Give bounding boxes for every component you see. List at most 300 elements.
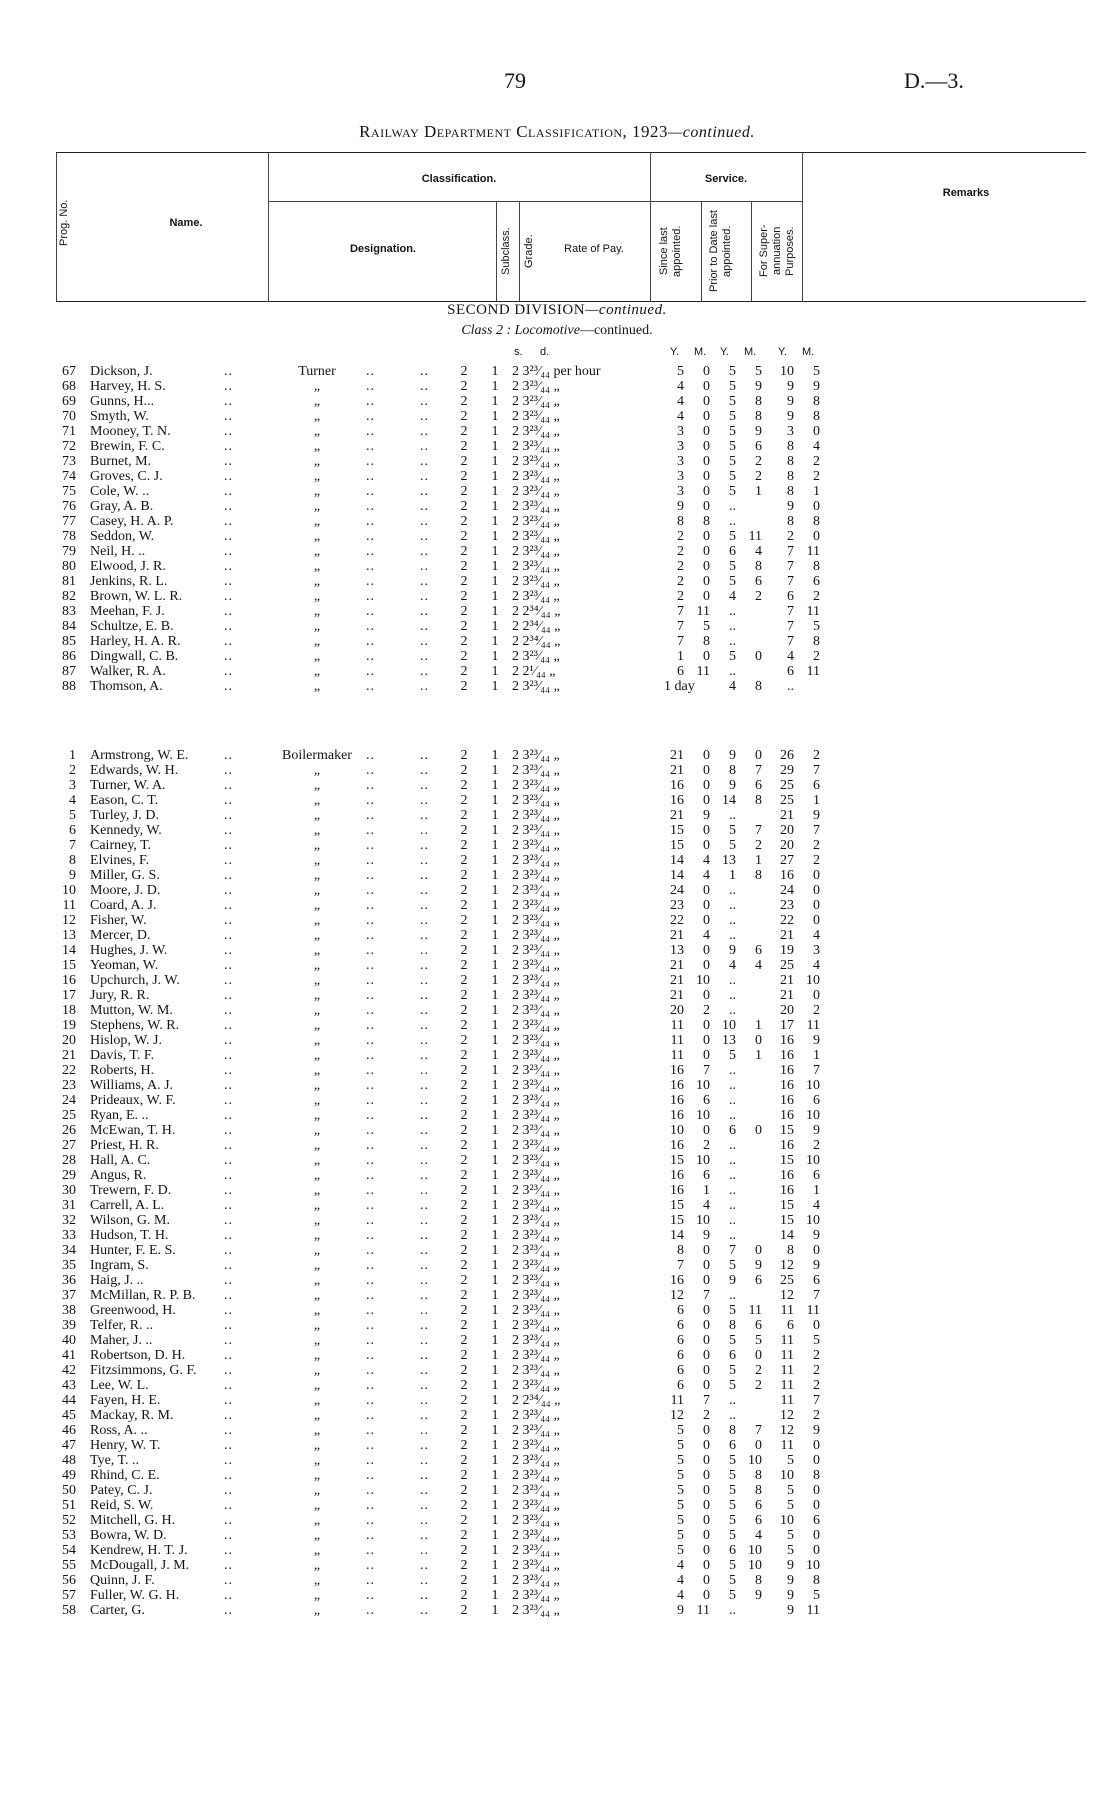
prior-years: 9 [729,1273,736,1288]
table-row [0,574,1114,589]
prog-number: 76 [62,499,76,514]
prog-number: 53 [62,1528,76,1543]
since-last-years: 11 [670,1033,684,1048]
since-last-months: 0 [703,1303,710,1318]
leader-dots: .. [224,679,233,694]
designation: „ [313,928,321,943]
prior-years: 13 [722,853,736,868]
leader-dots: .. [366,1363,375,1378]
superannuation-years: 19 [780,943,794,958]
prog-number: 44 [62,1393,76,1408]
grade: 1 [491,1588,499,1603]
leader-dots: .. [420,679,429,694]
subclass: 2 [460,484,468,499]
grade: 1 [491,1318,499,1333]
leader-dots: .. [366,544,375,559]
prog-number: 20 [62,1033,76,1048]
superannuation-years: 21 [780,808,794,823]
superannuation-months: 9 [813,1423,820,1438]
rate-of-pay: 2 3²³⁄₄₄ „ [512,823,560,838]
subclass: 2 [460,664,468,679]
since-last-years: 10 [670,1123,684,1138]
leader-dots: .. [366,1333,375,1348]
grade: 1 [491,958,499,973]
table-row [0,664,1114,679]
prog-number: 26 [62,1123,76,1138]
since-last-months: 4 [703,853,710,868]
leader-dots: .. [224,913,233,928]
leader-dots: .. [420,1048,429,1063]
subclass: 2 [460,439,468,454]
prior-months: 1 [755,853,762,868]
leader-dots: .. [366,1123,375,1138]
superannuation-months: 0 [813,868,820,883]
leader-dots: .. [366,748,375,763]
since-last-years: 4 [677,1558,684,1573]
leader-dots: .. [366,634,375,649]
since-last-years: 15 [670,823,684,838]
table-row [0,1513,1114,1528]
table-row [0,544,1114,559]
unit-shillings: s. [514,346,523,358]
prog-number: 49 [62,1468,76,1483]
since-last-years: 15 [670,1198,684,1213]
designation: „ [313,589,321,604]
grade: 1 [491,514,499,529]
since-last-months: 0 [703,1033,710,1048]
leader-dots: .. [420,1423,429,1438]
header-since-last: Since last appointed. [658,225,683,277]
subclass: 2 [460,808,468,823]
superannuation-years: 3 [787,424,794,439]
leader-dots: .. [366,793,375,808]
employee-name: Walker, R. A. [90,664,166,679]
rate-of-pay: 2 3²³⁄₄₄ „ [512,1258,560,1273]
leader-dots: .. [420,409,429,424]
subclass: 2 [460,589,468,604]
designation: „ [313,1438,321,1453]
leader-dots: .. [366,1438,375,1453]
designation: „ [313,1423,321,1438]
designation: „ [313,1333,321,1348]
employee-name: Mooney, T. N. [90,424,171,439]
superannuation-months: 1 [813,1048,820,1063]
designation: „ [313,499,321,514]
since-last-months: 5 [703,619,710,634]
superannuation-months: 8 [813,634,820,649]
leader-dots: .. [366,1393,375,1408]
prior-years: 5 [729,838,736,853]
leader-dots: .. [420,1558,429,1573]
prog-number: 74 [62,469,76,484]
leader-dots: .. [366,364,375,379]
rate-of-pay: 2 3²³⁄₄₄ „ [512,1198,560,1213]
since-last-months: 0 [703,1378,710,1393]
superannuation-months: 1 [813,484,820,499]
superannuation-months: 2 [813,454,820,469]
designation: „ [313,988,321,1003]
employee-name: Williams, A. J. [90,1078,174,1093]
designation: „ [313,1213,321,1228]
unit-months: M. [744,346,757,358]
grade: 1 [491,1558,499,1573]
subclass: 2 [460,469,468,484]
superannuation-years: 9 [787,1573,794,1588]
prior-years: 5 [729,1483,736,1498]
prior-months: 8 [755,559,762,574]
prog-number: 34 [62,1243,76,1258]
since-last-months: 0 [703,1513,710,1528]
subclass: 2 [460,1183,468,1198]
rate-of-pay: 2 3²³⁄₄₄ „ [512,973,560,988]
header-prog-no: Prog. No. [58,199,70,247]
subclass: 2 [460,1558,468,1573]
rate-of-pay: 2 3²³⁄₄₄ „ [512,913,560,928]
rate-of-pay: 2 3²³⁄₄₄ „ [512,868,560,883]
grade: 1 [491,808,499,823]
leader-dots: .. [420,1603,429,1618]
rate-of-pay: 2 3²³⁄₄₄ per hour [512,364,601,379]
prog-number: 56 [62,1573,76,1588]
superannuation-years: 15 [780,1123,794,1138]
superannuation-months: 0 [813,883,820,898]
leader-dots: .. [420,1318,429,1333]
leader-dots: .. [366,1168,375,1183]
table-row [0,748,1114,763]
rate-of-pay: 2 3²³⁄₄₄ „ [512,1078,560,1093]
designation: „ [313,454,321,469]
prior-months: 9 [755,1588,762,1603]
table-row [0,1258,1114,1273]
grade: 1 [491,469,499,484]
superannuation-months: 10 [806,1078,820,1093]
rate-of-pay: 2 3²³⁄₄₄ „ [512,439,560,454]
since-last-months: 0 [703,364,710,379]
table-row [0,1063,1114,1078]
leader-dots: .. [420,589,429,604]
grade: 1 [491,838,499,853]
leader-dots: .. [224,1378,233,1393]
table-row [0,589,1114,604]
designation: „ [313,1408,321,1423]
designation: „ [313,1093,321,1108]
since-last-months: 0 [703,1123,710,1138]
superannuation-months: 9 [813,1258,820,1273]
superannuation-years: 11 [780,1363,794,1378]
subclass: 2 [460,1093,468,1108]
employee-name: Hislop, W. J. [90,1033,162,1048]
grade: 1 [491,1603,499,1618]
prior-months: 6 [755,574,762,589]
prior-years: 4 [729,958,736,973]
prior-years: 5 [729,379,736,394]
designation: „ [313,943,321,958]
employee-name: Turner, W. A. [90,778,166,793]
employee-name: Gray, A. B. [90,499,154,514]
superannuation-months: 1 [813,1183,820,1198]
table-row [0,1363,1114,1378]
table-row [0,1498,1114,1513]
table-row [0,898,1114,913]
superannuation-years: 21 [780,928,794,943]
since-last-years: 5 [677,1468,684,1483]
superannuation-months: 2 [813,649,820,664]
prior-years: 5 [729,1468,736,1483]
employee-name: Groves, C. J. [90,469,163,484]
prior-years: 9 [729,778,736,793]
prog-number: 16 [62,973,76,988]
prog-number: 69 [62,394,76,409]
leader-dots: .. [420,1288,429,1303]
prog-number: 52 [62,1513,76,1528]
employee-name: Miller, G. S. [90,868,160,883]
subclass: 2 [460,778,468,793]
employee-name: Kennedy, W. [90,823,162,838]
prior-years: 5 [729,1588,736,1603]
leader-dots: .. [420,1438,429,1453]
grade: 1 [491,589,499,604]
prior-years: 6 [729,1348,736,1363]
leader-dots: .. [366,898,375,913]
subclass: 2 [460,1063,468,1078]
superannuation-months: 4 [813,439,820,454]
grade: 1 [491,1423,499,1438]
since-last-months: 0 [703,883,710,898]
designation: „ [313,1123,321,1138]
grade: 1 [491,1183,499,1198]
superannuation-months: 2 [813,1363,820,1378]
leader-dots: .. [420,1153,429,1168]
employee-name: Thomson, A. [90,679,163,694]
subclass: 2 [460,913,468,928]
leader-dots: .. [366,484,375,499]
rate-of-pay: 2 3²³⁄₄₄ „ [512,1138,560,1153]
leader-dots: .. [420,1243,429,1258]
grade: 1 [491,1093,499,1108]
since-last-years: 14 [670,853,684,868]
designation: „ [313,664,321,679]
rate-of-pay: 2 3²³⁄₄₄ „ [512,409,560,424]
since-last-months: 0 [703,649,710,664]
superannuation-months: 11 [806,544,820,559]
leader-dots: .. [224,1153,233,1168]
designation: „ [313,1033,321,1048]
leader-dots: .. [420,1468,429,1483]
unit-years: Y. [778,346,787,358]
superannuation-years: 8 [787,469,794,484]
divider [496,201,497,301]
prog-number: 19 [62,1018,76,1033]
since-last-months: 8 [703,634,710,649]
grade: 1 [491,1243,499,1258]
leader-dots: .. [224,649,233,664]
prior-years: 4 [729,589,736,604]
grade: 1 [491,853,499,868]
since-last-months: 0 [703,589,710,604]
employee-name: Roberts, H. [90,1063,155,1078]
employee-name: Ross, A. .. [90,1423,148,1438]
rate-of-pay: 2 2¹⁄₄₄ „ [512,664,556,679]
superannuation-months: 6 [813,778,820,793]
employee-name: Haig, J. .. [90,1273,144,1288]
since-last-years: 21 [670,958,684,973]
prior-months: 0 [755,1033,762,1048]
subclass: 2 [460,883,468,898]
leader-dots: .. [420,1498,429,1513]
superannuation-years: .. [787,679,794,694]
subclass: 2 [460,1198,468,1213]
designation: „ [313,1303,321,1318]
leader-dots: .. [366,454,375,469]
designation: „ [313,1558,321,1573]
since-last-months: 0 [703,484,710,499]
employee-name: Elvines, F. [90,853,150,868]
superannuation-months: 8 [813,394,820,409]
prior-months: 11 [748,1303,762,1318]
table-row [0,1318,1114,1333]
since-last-months: 0 [703,1588,710,1603]
leader-dots: .. [420,604,429,619]
leader-dots: .. [366,1093,375,1108]
grade: 1 [491,454,499,469]
superannuation-months: 4 [813,958,820,973]
subclass: 2 [460,379,468,394]
leader-dots: .. [420,499,429,514]
leader-dots: .. [224,1558,233,1573]
leader-dots: .. [224,1228,233,1243]
superannuation-years: 27 [780,853,794,868]
grade: 1 [491,793,499,808]
prior-years: 6 [729,1438,736,1453]
employee-name: Upchurch, J. W. [90,973,180,988]
rate-of-pay: 2 3²³⁄₄₄ „ [512,1108,560,1123]
rate-of-pay: 2 3²³⁄₄₄ „ [512,1513,560,1528]
since-last-months: 0 [703,943,710,958]
table-row [0,913,1114,928]
superannuation-years: 20 [780,1003,794,1018]
grade: 1 [491,364,499,379]
subclass: 2 [460,1513,468,1528]
designation: „ [313,574,321,589]
rate-of-pay: 2 3²³⁄₄₄ „ [512,1168,560,1183]
employee-name: Eason, C. T. [90,793,159,808]
leader-dots: .. [420,1018,429,1033]
leader-dots: .. [224,1588,233,1603]
since-last-years: 5 [677,364,684,379]
superannuation-months: 10 [806,973,820,988]
leader-dots: .. [224,823,233,838]
since-last-years: 11 [670,1393,684,1408]
prior-months: 6 [755,1513,762,1528]
rate-of-pay: 2 3²³⁄₄₄ „ [512,469,560,484]
employee-name: Rhind, C. E. [90,1468,160,1483]
rate-of-pay: 2 3²³⁄₄₄ „ [512,1573,560,1588]
superannuation-years: 12 [780,1423,794,1438]
grade: 1 [491,619,499,634]
prior-months: 10 [748,1558,762,1573]
prior-months: 9 [755,424,762,439]
unit-years: Y. [720,346,729,358]
since-last-years: 16 [670,778,684,793]
class-label: Class 2 : Locomotive [461,323,580,338]
leader-dots: .. [224,499,233,514]
leader-dots: .. [420,439,429,454]
superannuation-months: 6 [813,1513,820,1528]
grade: 1 [491,394,499,409]
prog-number: 30 [62,1183,76,1198]
prog-number: 18 [62,1003,76,1018]
rate-of-pay: 2 3²³⁄₄₄ „ [512,1498,560,1513]
leader-dots: .. [420,898,429,913]
designation: „ [313,778,321,793]
leader-dots: .. [420,943,429,958]
prior-years: .. [729,913,736,928]
since-last-months: 7 [703,1063,710,1078]
table-row [0,454,1114,469]
superannuation-years: 5 [787,1528,794,1543]
leader-dots: .. [224,1543,233,1558]
divider [701,201,702,301]
leader-dots: .. [366,1063,375,1078]
superannuation-months: 9 [813,379,820,394]
since-last-years: 7 [677,634,684,649]
prior-months: 8 [755,409,762,424]
prog-number: 7 [69,838,76,853]
employee-name: Moore, J. D. [90,883,161,898]
rate-of-pay: 2 3²³⁄₄₄ „ [512,424,560,439]
employee-name: Priest, H. R. [90,1138,159,1153]
leader-dots: .. [224,898,233,913]
since-last-years: 24 [670,883,684,898]
table-row [0,808,1114,823]
prior-years: 5 [729,1303,736,1318]
grade: 1 [491,634,499,649]
since-last-months: 0 [703,958,710,973]
employee-name: Meehan, F. J. [90,604,165,619]
prog-number: 13 [62,928,76,943]
since-last-months: 6 [703,1093,710,1108]
prior-years: 5 [729,823,736,838]
rate-of-pay: 2 3²³⁄₄₄ „ [512,1228,560,1243]
since-last-months: 10 [696,1213,710,1228]
prior-months: 10 [748,1453,762,1468]
rate-of-pay: 2 3²³⁄₄₄ „ [512,1048,560,1063]
rate-of-pay: 2 3²³⁄₄₄ „ [512,1243,560,1258]
prior-years: .. [729,973,736,988]
superannuation-years: 8 [787,484,794,499]
since-last-years: 2 [677,574,684,589]
since-last-months: 0 [703,469,710,484]
leader-dots: .. [366,988,375,1003]
grade: 1 [491,1213,499,1228]
employee-name: Ingram, S. [90,1258,149,1273]
prior-years: 5 [729,1498,736,1513]
prog-number: 72 [62,439,76,454]
designation: „ [313,913,321,928]
prior-years: 5 [729,529,736,544]
grade: 1 [491,1528,499,1543]
employee-name: Stephens, W. R. [90,1018,180,1033]
since-last-years: 14 [670,868,684,883]
since-last-months: 0 [703,1273,710,1288]
superannuation-months: 4 [813,928,820,943]
employee-name: Carter, G. [90,1603,146,1618]
superannuation-months: 1 [813,793,820,808]
leader-dots: .. [420,808,429,823]
leader-dots: .. [366,763,375,778]
subclass: 2 [460,1408,468,1423]
subclass: 2 [460,823,468,838]
